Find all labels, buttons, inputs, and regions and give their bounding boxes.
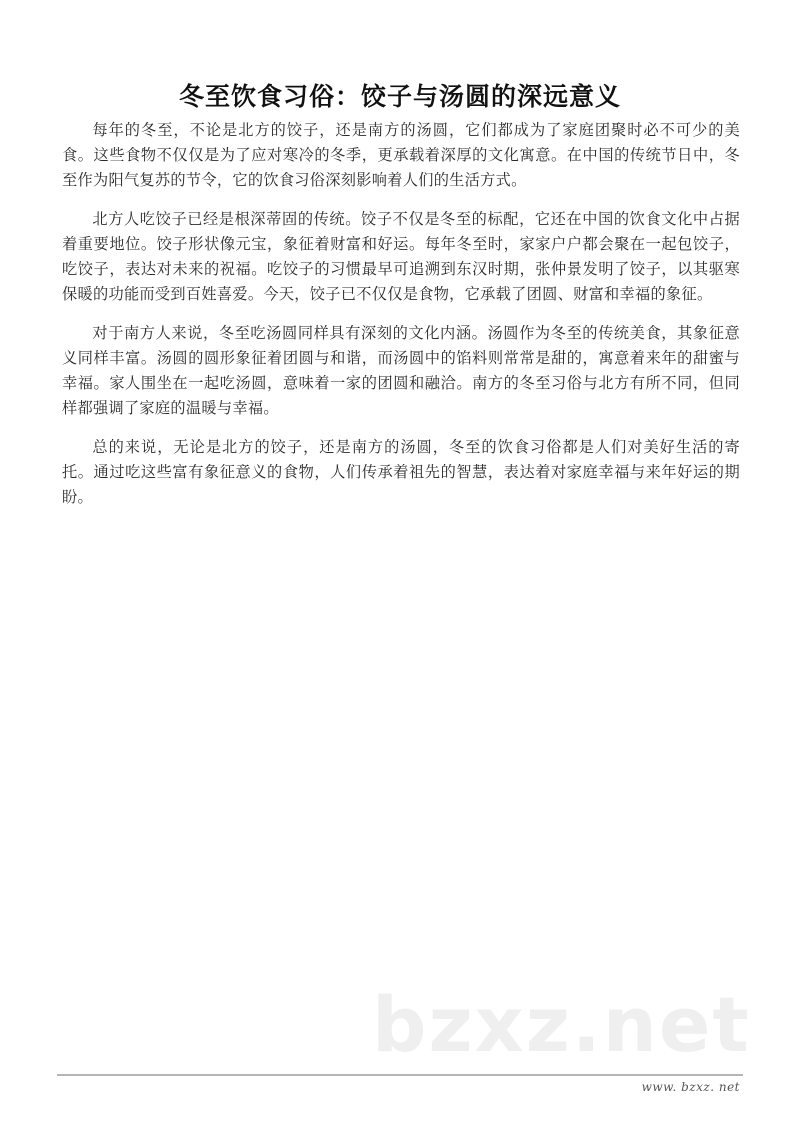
paragraph-intro: 每年的冬至，不论是北方的饺子，还是南方的汤圆，它们都成为了家庭团聚时必不可少的美食。这些食物不仅仅是为了应对寒冷的冬季，更承载着深厚的文化寓意。在中国的传统节日中，冬至作为阳气复苏的节令，它的饮食习俗深刻影响着人们的生活方式。 — [62, 121, 740, 189]
footer-divider — [57, 1074, 743, 1076]
paragraph-north-dumplings: 北方人吃饺子已经是根深蒂固的传统。饺子不仅是冬至的标配，它还在中国的饮食文化中占据着重要地位。饺子形状像元宝，象征着财富和好运。每年冬至时，家家户户都会聚在一起包饺子，吃饺子，表达对未来的祝福。吃饺子的习惯最早可追溯到东汉时期，张仲景发明了饺子，以其驱寒保暖的功能而受到百姓喜爱。今天，饺子已不仅仅是食物，它承载了团圆、财富和幸福的象征。 — [62, 210, 740, 303]
page-title: 冬至饮食习俗：饺子与汤圆的深远意义 — [178, 81, 621, 111]
paragraph-south-tangyuan: 对于南方人来说，冬至吃汤圆同样具有深刻的文化内涵。汤圆作为冬至的传统美食，其象征意义同样丰富。汤圆的圆形象征着团圆与和谐，而汤圆中的馅料则常常是甜的，寓意着来年的甜蜜与幸福。家人围坐在一起吃汤圆，意味着一家的团圆和融洽。南方的冬至习俗与北方有所不同，但同样都强调了家庭的温暖与幸福。 — [62, 324, 740, 417]
watermark: bzxz.net — [372, 980, 751, 1069]
paragraph-conclusion: 总的来说，无论是北方的饺子，还是南方的汤圆，冬至的饮食习俗都是人们对美好生活的寄托。通过吃这些富有象征意义的食物，人们传承着祖先的智慧，表达着对家庭幸福与来年好运的期盼。 — [62, 438, 740, 506]
footer-url: www. bzxz. net — [641, 1080, 740, 1094]
document-body — [62, 118, 740, 524]
